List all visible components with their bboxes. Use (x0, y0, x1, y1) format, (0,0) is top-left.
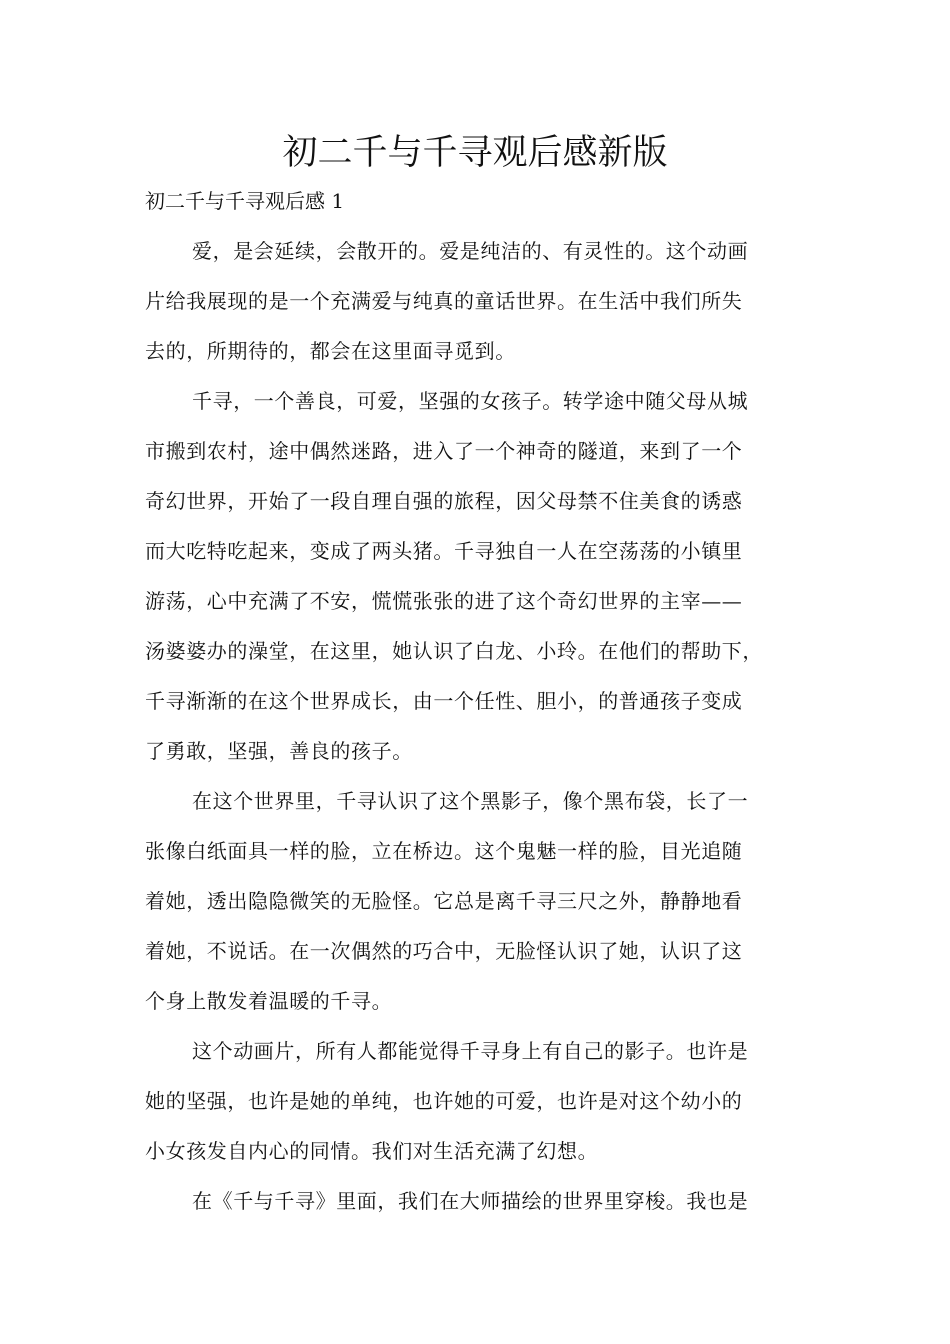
paragraph-line: 市搬到农村，途中偶然迷路，进入了一个神奇的隧道，来到了一个 (145, 439, 743, 463)
paragraph (145, 226, 820, 376)
paragraph-line: 在这个世界里，千寻认识了这个黑影子，像个黑布袋，长了一 (192, 789, 749, 813)
paragraph-line: 着她，不说话。在一次偶然的巧合中，无脸怪认识了她，认识了这 (145, 939, 743, 963)
paragraph-line: 去的，所期待的，都会在这里面寻觅到。 (145, 339, 516, 363)
paragraph-line: 在《千与千寻》里面，我们在大师描绘的世界里穿梭。我也是 (192, 1189, 749, 1213)
paragraph-line: 了勇敢，坚强，善良的孩子。 (145, 739, 413, 763)
paragraph-line: 汤婆婆办的澡堂，在这里，她认识了白龙、小玲。在他们的帮助下， (145, 639, 763, 663)
paragraph-line: 千寻渐渐的在这个世界成长，由一个任性、胆小，的普通孩子变成 (145, 689, 743, 713)
paragraph-line: 爱，是会延续，会散开的。爱是纯洁的、有灵性的。这个动画 (192, 239, 749, 263)
document-body (145, 226, 820, 1226)
paragraph-line: 个身上散发着温暖的千寻。 (145, 989, 393, 1013)
paragraph-line: 着她，透出隐隐微笑的无脸怪。它总是离千寻三尺之外，静静地看 (145, 889, 743, 913)
paragraph-line: 张像白纸面具一样的脸，立在桥边。这个鬼魅一样的脸，目光追随 (145, 839, 743, 863)
paragraph-line: 她的坚强，也许是她的单纯，也许她的可爱，也许是对这个幼小的 (145, 1089, 743, 1113)
paragraph (145, 376, 820, 776)
paragraph-line: 千寻，一个善良，可爱，坚强的女孩子。转学途中随父母从城 (192, 389, 749, 413)
document-title: 初二千与千寻观后感新版 (282, 133, 668, 173)
paragraph-line: 而大吃特吃起来，变成了两头猪。千寻独自一人在空荡荡的小镇里 (145, 539, 743, 563)
paragraph (145, 1176, 820, 1226)
paragraph (145, 776, 820, 1026)
paragraph-line: 游荡，心中充满了不安，慌慌张张的进了这个奇幻世界的主宰—— (145, 589, 743, 613)
paragraph-line: 奇幻世界，开始了一段自理自强的旅程，因父母禁不住美食的诱惑 (145, 489, 743, 513)
paragraph-line: 片给我展现的是一个充满爱与纯真的童话世界。在生活中我们所失 (145, 289, 743, 313)
section-heading: 初二千与千寻观后感 1 (145, 189, 345, 213)
paragraph (145, 1026, 820, 1176)
paragraph-line: 小女孩发自内心的同情。我们对生活充满了幻想。 (145, 1139, 599, 1163)
paragraph-line: 这个动画片，所有人都能觉得千寻身上有自己的影子。也许是 (192, 1039, 749, 1063)
